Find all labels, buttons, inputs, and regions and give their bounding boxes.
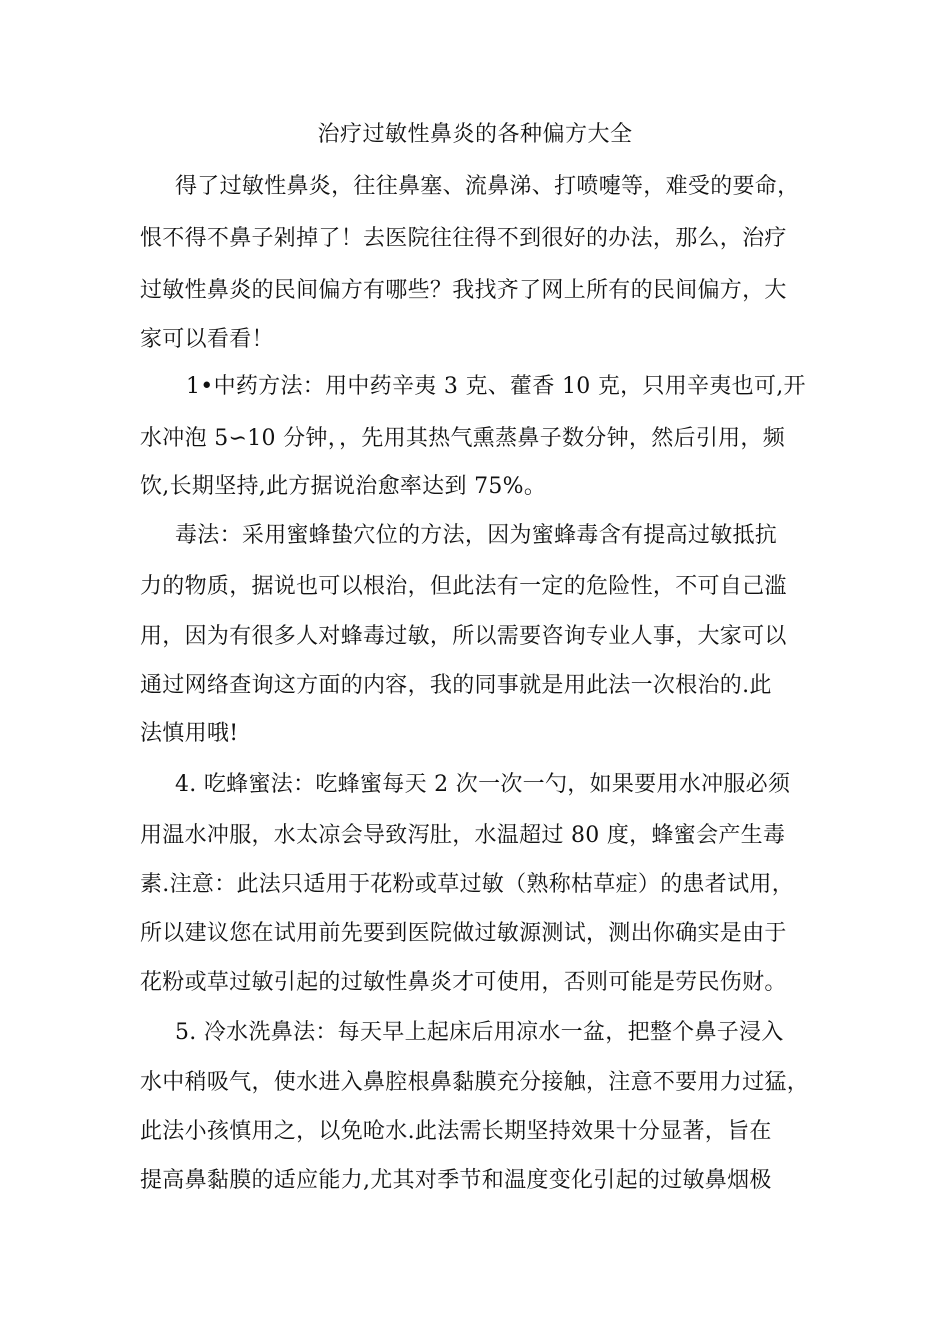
paragraph-4-line-4: 所以建议您在试用前先要到医院做过敏源测试，测出你确实是由于 — [140, 921, 787, 946]
document-title: 治疗过敏性鼻炎的各种偏方大全 — [317, 122, 633, 147]
paragraph-3-line-2: 力的物质，据说也可以根治，但此法有一定的危险性，不可自己滥 — [140, 574, 787, 599]
paragraph-2-line-3: 饮,长期坚持,此方据说治愈率达到 75%。 — [140, 474, 547, 499]
paragraph-3-line-1: 毒法：采用蜜蜂蛰穴位的方法，因为蜜蜂毒含有提高过敏抵抗 — [175, 523, 778, 548]
paragraph-4-line-2: 用温水冲服，水太凉会导致泻肚，水温超过 80 度，蜂蜜会产生毒 — [140, 823, 786, 848]
paragraph-5-line-4: 提高鼻黏膜的适应能力,尤其对季节和温度变化引起的过敏鼻烟极 — [140, 1168, 772, 1193]
paragraph-3-line-5: 法慎用哦! — [140, 721, 239, 746]
paragraph-1-line-2: 恨不得不鼻子剁掉了！去医院往往得不到很好的办法，那么，治疗 — [140, 226, 787, 251]
paragraph-4-line-1: 4. 吃蜂蜜法：吃蜂蜜每天 2 次一次一勺，如果要用水冲服必须 — [175, 772, 791, 797]
paragraph-5-line-2: 水中稍吸气，使水进入鼻腔根鼻黏膜充分接触，注意不要用力过猛， — [140, 1070, 810, 1095]
paragraph-4-line-3: 素.注意：此法只适用于花粉或草过敏（熟称枯草症）的患者试用， — [140, 872, 794, 897]
paragraph-5-line-3: 此法小孩慎用之，以免呛水.此法需长期坚持效果十分显著，旨在 — [140, 1119, 772, 1144]
paragraph-3-line-3: 用，因为有很多人对蜂毒过敏，所以需要咨询专业人事，大家可以 — [140, 624, 787, 649]
paragraph-1-line-3: 过敏性鼻炎的民间偏方有哪些？我找齐了网上所有的民间偏方，大 — [140, 278, 787, 303]
paragraph-2-line-1: 1•中药方法：用中药辛夷 3 克、藿香 10 克，只用辛夷也可,开 — [186, 374, 806, 399]
paragraph-4-line-5: 花粉或草过敏引起的过敏性鼻炎才可使用，否则可能是劳民伤财。 — [140, 970, 787, 995]
paragraph-3-line-4: 通过网络查询这方面的内容，我的同事就是用此法一次根治的.此 — [140, 673, 772, 698]
paragraph-1-line-1: 得了过敏性鼻炎，往往鼻塞、流鼻涕、打喷嚏等，难受的要命， — [175, 174, 800, 199]
paragraph-2-line-2: 水冲泡 5∽10 分钟，，先用其热气熏蒸鼻子数分钟，然后引用，频 — [140, 426, 786, 451]
paragraph-5-line-1: 5. 冷水洗鼻法：每天早上起床后用凉水一盆，把整个鼻子浸入 — [175, 1020, 784, 1045]
paragraph-1-line-4: 家可以看看！ — [140, 327, 274, 352]
